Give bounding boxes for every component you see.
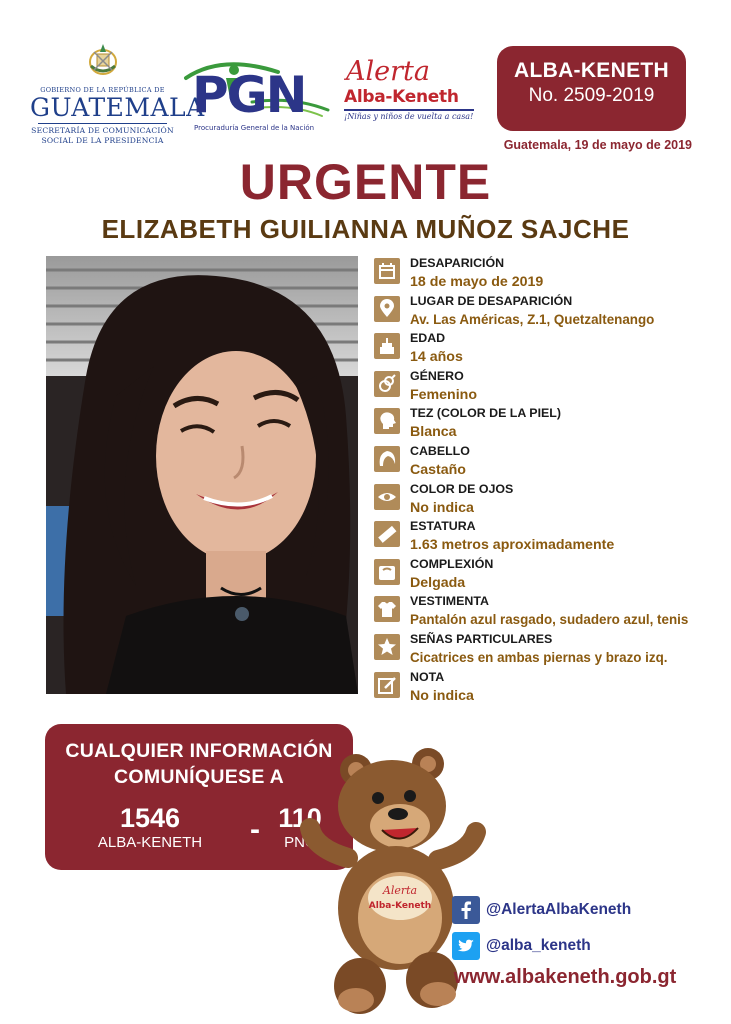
phone-pnc-caption: PNC bbox=[284, 834, 316, 851]
missing-person-name: ELIZABETH GUILIANNA MUÑOZ SAJCHE bbox=[101, 214, 630, 244]
facebook-handle[interactable]: @AlertaAlbaKeneth bbox=[486, 901, 632, 918]
detail-value: Femenino bbox=[410, 386, 478, 403]
detail-value: Cicatrices en ambas piernas y brazo izq. bbox=[410, 649, 668, 665]
detail-gender bbox=[374, 369, 724, 407]
website-link[interactable]: www.albakeneth.gob.gt bbox=[453, 966, 677, 988]
contact-heading-line1: CUALQUIER INFORMACIÓN bbox=[65, 740, 333, 762]
twitter-link[interactable] bbox=[452, 932, 722, 968]
detail-skin-tone bbox=[374, 406, 724, 444]
detail-value: Av. Las Américas, Z.1, Quetzaltenango bbox=[410, 311, 655, 327]
twitter-icon bbox=[452, 932, 480, 960]
calendar-icon bbox=[374, 258, 400, 284]
detail-label: ESTATURA bbox=[410, 519, 476, 534]
hair-icon bbox=[374, 446, 400, 472]
detail-label: COLOR DE OJOS bbox=[410, 481, 514, 496]
detail-value: 14 años bbox=[410, 349, 463, 366]
detail-value: No indica bbox=[410, 687, 474, 704]
mascot-badge-line2: Alba-Keneth bbox=[368, 901, 432, 911]
phone-separator: - bbox=[250, 813, 260, 846]
page-title: URGENTE bbox=[239, 154, 492, 210]
gt-logo-line2: GUATEMALA bbox=[30, 93, 205, 122]
portrait-illustration bbox=[46, 256, 358, 694]
gt-logo-line1: GOBIERNO DE LA REPÚBLICA DE bbox=[40, 86, 165, 94]
star-icon bbox=[374, 634, 400, 660]
detail-disappearance-date bbox=[374, 256, 724, 294]
phone-alba-keneth-caption: ALBA-KENETH bbox=[97, 834, 203, 851]
detail-hair bbox=[374, 444, 724, 482]
detail-eye-color bbox=[374, 482, 724, 520]
detail-clothing bbox=[374, 594, 724, 632]
detail-location bbox=[374, 294, 724, 332]
alerta-alba-keneth-logo bbox=[338, 58, 480, 133]
detail-value: Pantalón azul rasgado, sudadero azul, tenis bbox=[410, 612, 689, 628]
facebook-icon bbox=[452, 896, 480, 924]
detail-height bbox=[374, 519, 724, 557]
guatemala-government-logo bbox=[30, 40, 205, 155]
detail-label: NOTA bbox=[410, 669, 445, 684]
detail-label: CABELLO bbox=[410, 443, 470, 458]
detail-label: VESTIMENTA bbox=[410, 594, 489, 609]
location-pin-icon bbox=[374, 296, 400, 322]
detail-label: COMPLEXIÓN bbox=[410, 556, 494, 571]
case-label: ALBA-KENETH bbox=[514, 59, 669, 82]
ruler-icon bbox=[374, 521, 400, 547]
note-pencil-icon bbox=[374, 672, 400, 698]
detail-age bbox=[374, 331, 724, 369]
mascot-badge-line1: Alerta bbox=[382, 884, 418, 897]
detail-value: 18 de mayo de 2019 bbox=[410, 274, 544, 290]
coat-of-arms-icon bbox=[82, 40, 124, 80]
pgn-logo bbox=[182, 58, 332, 138]
issue-date: Guatemala, 19 de mayo de 2019 bbox=[503, 138, 692, 152]
alerta-logo-tagline: ¡Niñas y niños de vuelta a casa! bbox=[344, 112, 474, 121]
gender-icon bbox=[374, 371, 400, 397]
alerta-logo-line2: Alba-Keneth bbox=[344, 87, 459, 107]
detail-label: LUGAR DE DESAPARICIÓN bbox=[410, 293, 573, 308]
case-number: No. 2509-2019 bbox=[528, 85, 655, 106]
social-links bbox=[452, 896, 722, 968]
gt-logo-line4: SOCIAL DE LA PRESIDENCIA bbox=[41, 136, 164, 145]
eye-icon bbox=[374, 484, 400, 510]
scale-icon bbox=[374, 559, 400, 585]
detail-label: TEZ (COLOR DE LA PIEL) bbox=[410, 406, 561, 421]
detail-label: DESAPARICIÓN bbox=[410, 256, 505, 270]
phone-alba-keneth: 1546 bbox=[119, 803, 181, 833]
details-list bbox=[374, 256, 724, 707]
detail-note bbox=[374, 670, 724, 708]
detail-label: GÉNERO bbox=[410, 368, 464, 383]
detail-distinguishing-marks bbox=[374, 632, 724, 670]
gt-logo-divider bbox=[38, 123, 167, 124]
contact-heading-line2: COMUNÍQUESE A bbox=[113, 766, 285, 788]
detail-build bbox=[374, 557, 724, 595]
shirt-icon bbox=[374, 596, 400, 622]
phone-pnc: 110 bbox=[278, 803, 322, 833]
detail-value: 1.63 metros aproximadamente bbox=[410, 537, 615, 554]
alerta-logo-rule bbox=[344, 109, 474, 111]
alerta-logo-line1: Alerta bbox=[346, 56, 430, 87]
detail-value: Delgada bbox=[410, 574, 466, 591]
pgn-caption: Procuraduría General de la Nación bbox=[194, 124, 315, 132]
detail-label: SEÑAS PARTICULARES bbox=[410, 631, 553, 646]
detail-value: Castaño bbox=[410, 461, 466, 478]
detail-value: Blanca bbox=[410, 424, 457, 441]
pgn-wordmark: PGN bbox=[192, 66, 306, 124]
birthday-cake-icon bbox=[374, 333, 400, 359]
head-profile-icon bbox=[374, 408, 400, 434]
gt-logo-line3: SECRETARÍA DE COMUNICACIÓN bbox=[31, 126, 174, 135]
case-number-badge bbox=[497, 46, 686, 131]
facebook-link[interactable] bbox=[452, 896, 722, 932]
twitter-handle[interactable]: @alba_keneth bbox=[486, 937, 591, 954]
detail-label: EDAD bbox=[410, 331, 446, 346]
missing-person-photo bbox=[46, 256, 358, 694]
detail-value: No indica bbox=[410, 499, 474, 516]
